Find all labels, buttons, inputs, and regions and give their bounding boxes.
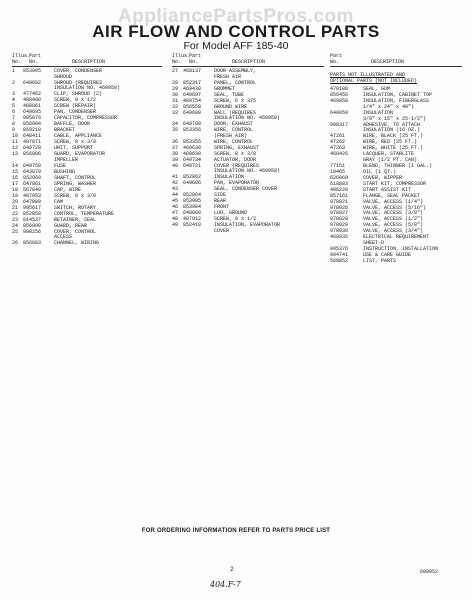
illus-number: 45 bbox=[172, 198, 179, 205]
part-number: 995376 bbox=[330, 246, 349, 252]
part-description: SCREW, 8 x 1/2 bbox=[214, 216, 257, 223]
illus-number: 2 bbox=[12, 79, 16, 86]
part-number: 626069 bbox=[330, 174, 349, 181]
parts-row bbox=[172, 128, 324, 139]
column-header bbox=[12, 54, 162, 67]
part-description: COVER, WIPPER bbox=[363, 174, 403, 181]
illus-number: 12 bbox=[12, 145, 19, 152]
parts-row bbox=[330, 111, 462, 122]
parts-column-1 bbox=[12, 54, 162, 247]
part-number: 567840 bbox=[23, 186, 42, 193]
part-number: 853985 bbox=[183, 198, 202, 205]
part-description: RETAINER, SEAL bbox=[54, 216, 97, 223]
illus-number: 44 bbox=[172, 192, 179, 199]
illus-number: 4 bbox=[12, 97, 16, 104]
parts-row bbox=[12, 81, 162, 92]
part-description: WALL (REQUIRES INSULATION NO. 469959) bbox=[214, 109, 281, 122]
handwritten-note: 404.F-7 bbox=[210, 580, 241, 589]
illus-number: 32 bbox=[172, 103, 179, 110]
part-number: 643879 bbox=[23, 168, 42, 175]
part-description: SEAL, GUM bbox=[363, 86, 391, 93]
parts-list bbox=[330, 87, 462, 265]
part-number: 77151 bbox=[330, 162, 346, 169]
illus-number: 10 bbox=[12, 133, 19, 140]
header-illus: Illus. bbox=[12, 53, 31, 59]
parts-row bbox=[330, 235, 462, 246]
header-part-no: No. bbox=[189, 58, 199, 65]
part-description: VALVE, ACCESS (3/4") bbox=[363, 228, 424, 235]
part-number: 649750 bbox=[23, 162, 42, 169]
part-number: 852317 bbox=[183, 79, 202, 86]
part-number: 460426 bbox=[330, 151, 349, 158]
part-description: GROMMET bbox=[214, 85, 236, 92]
illus-number: 7 bbox=[12, 115, 16, 122]
part-number: 978021 bbox=[330, 198, 349, 205]
part-number: 853095 bbox=[23, 68, 42, 75]
part-description: BAFFLE, DOOR bbox=[54, 121, 91, 128]
part-description: PAN, EVAPORATOR bbox=[214, 180, 260, 187]
part-description: SHAFT, CONTROL bbox=[54, 174, 97, 181]
part-number: 978030 bbox=[330, 228, 349, 235]
illus-number: 24 bbox=[12, 222, 19, 229]
part-number: 852858 bbox=[23, 210, 42, 217]
part-description: BRACKET bbox=[54, 127, 76, 134]
part-description: CAP, WIRE bbox=[54, 186, 82, 193]
illus-number: 42 bbox=[172, 180, 179, 187]
illus-number: 29 bbox=[172, 85, 179, 92]
part-number: 489754 bbox=[183, 97, 202, 104]
part-description: START KIT, COMPRESSOR bbox=[363, 180, 427, 187]
part-number: 649721 bbox=[183, 162, 202, 169]
part-number: 618883 bbox=[330, 180, 349, 187]
illus-number: 13 bbox=[12, 151, 19, 158]
part-number: 647861 bbox=[23, 180, 42, 187]
part-description: LIST, PARTS bbox=[363, 258, 397, 265]
illus-number: 15 bbox=[12, 168, 19, 175]
illus-number: 28 bbox=[172, 79, 179, 86]
part-description: ELECTRICAL REQUIREMENT SHEET-D bbox=[363, 234, 430, 247]
illus-number: 23 bbox=[12, 216, 19, 223]
part-description: WIRE, CONTROL bbox=[214, 138, 254, 145]
part-number: 995617 bbox=[23, 204, 42, 211]
illus-number: 36 bbox=[172, 138, 179, 145]
parts-row bbox=[330, 99, 462, 110]
part-description: INSULATION, FIBERGLASS 1/4" x 24" x 48") bbox=[363, 98, 430, 110]
part-description: DOOR, EXHAUST bbox=[214, 121, 254, 128]
part-description: VALVE, ACCESS (1/2") bbox=[363, 216, 424, 223]
part-description: COVER, CONTROL ACCESS bbox=[54, 228, 97, 241]
illus-number: 6 bbox=[12, 109, 16, 116]
part-description: PANEL, CONTROL bbox=[214, 79, 257, 86]
column-header bbox=[330, 54, 462, 67]
part-description: SPRING, WASHER bbox=[54, 180, 97, 187]
illus-number: 21 bbox=[12, 204, 19, 211]
illus-number: 25 bbox=[12, 228, 19, 235]
page-number: 2 bbox=[230, 566, 234, 573]
header-no: No. bbox=[172, 58, 182, 65]
part-number: 488480 bbox=[23, 97, 42, 104]
part-description: COVER, CONDENSER SHROUD bbox=[54, 68, 103, 80]
part-description: INSULATION bbox=[214, 174, 245, 181]
parts-row bbox=[330, 259, 462, 265]
part-number: 998256 bbox=[23, 228, 42, 235]
part-number: 995876 bbox=[23, 115, 42, 122]
illus-number: 41 bbox=[172, 174, 179, 181]
part-number: 998317 bbox=[330, 121, 349, 128]
part-number: 853356 bbox=[183, 127, 202, 134]
part-number: 569852 bbox=[330, 258, 349, 265]
part-description: SCREW, 8 x 3/8 bbox=[54, 139, 97, 146]
part-number: 814537 bbox=[23, 216, 42, 223]
illus-number: 34 bbox=[172, 121, 179, 128]
illus-number: 31 bbox=[172, 97, 179, 104]
header-description: DESCRIPTION bbox=[232, 58, 266, 65]
part-description: WIRE, CONTROL (FRESH AIR) bbox=[214, 127, 254, 139]
part-description: SHROUD (REQUIRES INSULATION NO. 469958) bbox=[54, 79, 121, 92]
part-description: WIRE, RED (25 FT.) bbox=[363, 139, 418, 146]
part-number: 856456 bbox=[330, 92, 349, 99]
part-number: 47263 bbox=[330, 145, 346, 152]
part-description: VALVE, ACCESS (3/8") bbox=[363, 210, 424, 217]
ordering-note: FOR ORDERING INFORMATION REFER TO PARTS PRICE LIST bbox=[141, 528, 331, 534]
part-description: GUARD, EVAPORATOR IMPELLER bbox=[54, 151, 106, 163]
part-number: 469958 bbox=[330, 98, 349, 105]
part-number: 856558 bbox=[183, 103, 202, 110]
part-number: 10465 bbox=[330, 168, 346, 175]
parts-row bbox=[172, 223, 324, 234]
part-number: 469639 bbox=[183, 144, 202, 151]
header-description: DESCRIPTION bbox=[371, 58, 405, 65]
header-part-no: No. bbox=[29, 58, 39, 65]
page-subtitle: For Model AFF 185-40 bbox=[183, 40, 289, 52]
part-description: BLEND, THINNER (1 GAL.) bbox=[363, 162, 433, 169]
illus-number: 48 bbox=[172, 216, 179, 223]
part-number: 647889 bbox=[23, 198, 42, 205]
part-description: USE & CARE GUIDE bbox=[363, 251, 412, 258]
part-description: WIRE, BLACK (25 FT.) bbox=[363, 133, 424, 140]
section-heading: PARTS NOT ILLUSTRATED AND bbox=[330, 72, 406, 79]
part-description: SIDE bbox=[214, 192, 227, 199]
parts-row bbox=[330, 253, 462, 259]
part-description: CABLE, APPLIANCE bbox=[54, 133, 103, 140]
part-number: 649728 bbox=[23, 145, 42, 152]
part-number: 857161 bbox=[330, 192, 349, 199]
part-number: 856906 bbox=[23, 151, 42, 158]
part-number: 469935 bbox=[330, 234, 349, 241]
part-number: 489630 bbox=[183, 150, 202, 157]
part-description: ADHESIVE, TO ATTACH INSULATION (16 OZ.) bbox=[363, 121, 421, 134]
parts-row bbox=[172, 164, 324, 175]
part-number: 994741 bbox=[330, 251, 349, 258]
part-number: 486220 bbox=[330, 186, 349, 193]
part-number: 477462 bbox=[23, 91, 42, 98]
part-number: 649697 bbox=[183, 91, 202, 98]
part-number: 978026 bbox=[330, 204, 349, 211]
part-description: SWITCH, ROTARY bbox=[54, 204, 97, 211]
illus-number: 30 bbox=[172, 91, 179, 98]
part-description: SCREW, 8 x 3/8 bbox=[214, 150, 257, 157]
part-description: VALVE, ACCESS (5/16") bbox=[363, 204, 427, 211]
part-number: 468137 bbox=[183, 68, 202, 75]
part-number: 470188 bbox=[330, 86, 349, 93]
illus-number: 3 bbox=[12, 91, 16, 98]
part-description: REAR bbox=[214, 198, 227, 205]
part-number: 978029 bbox=[330, 222, 349, 229]
part-number: 649700 bbox=[183, 121, 202, 128]
illus-number: 33 bbox=[172, 109, 179, 116]
part-number: 978027 bbox=[330, 210, 349, 217]
part-number: 487912 bbox=[183, 216, 202, 223]
part-number: 648411 bbox=[23, 133, 42, 140]
header-part-no: No. bbox=[330, 58, 340, 65]
part-description: CAM bbox=[54, 198, 64, 205]
part-description: CONTROL, TEMPERATURE bbox=[54, 210, 115, 217]
column-header bbox=[172, 54, 324, 67]
part-description: CAPACITOR, COMPRESSOR bbox=[54, 115, 118, 122]
parts-row bbox=[12, 241, 162, 247]
part-description: SCREW, 6 x 375 bbox=[214, 97, 257, 104]
part-number: 856904 bbox=[23, 121, 42, 128]
watermark: AppliancePartsPros.com bbox=[118, 6, 354, 27]
illus-number: 8 bbox=[12, 121, 16, 128]
part-description: BUSHING bbox=[54, 168, 76, 175]
part-description: DOOR ASSEMBLY, FRESH AIR bbox=[214, 68, 257, 80]
part-number: 649692 bbox=[23, 79, 42, 86]
parts-list bbox=[12, 69, 162, 247]
part-description: START ASSIST KIT bbox=[363, 186, 412, 193]
parts-row bbox=[330, 164, 462, 170]
part-description: FLANGE, SEAL PACKET bbox=[363, 192, 421, 199]
illus-number: 9 bbox=[12, 127, 16, 134]
parts-column-2 bbox=[172, 54, 324, 235]
part-number: 852410 bbox=[183, 222, 202, 229]
part-number: 469430 bbox=[183, 85, 202, 92]
part-description: PAN, CONDENSER bbox=[54, 109, 97, 116]
part-description: WIRE, WHITE (25 FT.) bbox=[363, 145, 424, 152]
part-number: 648068 bbox=[183, 210, 202, 217]
part-description: LUG, GROUND bbox=[214, 210, 248, 217]
illus-number: 47 bbox=[172, 210, 179, 217]
part-description: UNIT, SUPPORT bbox=[54, 145, 94, 152]
parts-column-3 bbox=[330, 54, 462, 265]
part-number: 487871 bbox=[23, 139, 42, 146]
part-description: CLIP, SHROUD (2) bbox=[54, 91, 103, 98]
part-description: VALVE, ACCESS (5/8") bbox=[363, 222, 424, 229]
part-number: 856603 bbox=[23, 240, 42, 247]
illus-number: 43 bbox=[172, 186, 179, 193]
part-number: 47261 bbox=[330, 133, 346, 140]
illus-number: 40 bbox=[172, 162, 179, 169]
part-description: LACQUER, STARLITE GRAY (1/2 PT. CAN) bbox=[363, 151, 418, 163]
part-number: 649686 bbox=[183, 180, 202, 187]
illus-number: 17 bbox=[12, 180, 19, 187]
part-description: COVER (REQUIRES INSULATION NO. 469958) bbox=[214, 162, 281, 175]
parts-row bbox=[12, 152, 162, 163]
part-description: ACTUATOR, DOOR bbox=[214, 156, 257, 163]
parts-row bbox=[330, 123, 462, 134]
illus-number: 22 bbox=[12, 210, 19, 217]
part-description: INSTRUCTION, INSTALLATION bbox=[363, 246, 439, 252]
part-description: CHANNEL, WIRING bbox=[54, 240, 100, 247]
illus-number: 14 bbox=[12, 162, 19, 169]
part-number: 649734 bbox=[183, 156, 202, 163]
illus-number: 26 bbox=[12, 240, 19, 247]
section-heading: OPTIONAL PARTS (NOT INCLUDED) bbox=[330, 77, 418, 84]
part-description: GROUND WIRE bbox=[214, 103, 248, 110]
illus-number: 20 bbox=[12, 198, 19, 205]
part-number: 487953 bbox=[23, 192, 42, 199]
part-number: 978028 bbox=[330, 216, 349, 223]
part-description: SPRING, EXHAUST bbox=[214, 144, 260, 151]
part-number: 47262 bbox=[330, 139, 346, 146]
illus-number: 16 bbox=[12, 174, 19, 181]
parts-row bbox=[12, 69, 162, 80]
part-number: 649959 bbox=[330, 109, 349, 116]
document-number: 608052 bbox=[420, 569, 439, 575]
part-description: SCREW (REPAIR) bbox=[54, 103, 97, 110]
part-number: 859210 bbox=[23, 127, 42, 134]
illus-number: 39 bbox=[172, 156, 179, 163]
part-description: INSULATION 3/8" x 15" x 25-1/2") bbox=[363, 109, 427, 122]
part-number: 852864 bbox=[183, 192, 202, 199]
parts-row bbox=[330, 152, 462, 163]
part-number: 853355 bbox=[183, 138, 202, 145]
part-description: SCREW, 8 x 1/2 bbox=[54, 97, 97, 104]
parts-row bbox=[12, 230, 162, 241]
illus-number: 5 bbox=[12, 103, 16, 110]
illus-number: 46 bbox=[172, 204, 179, 211]
illus-number: 49 bbox=[172, 222, 179, 229]
part-description: INSULATION, CABINET TOP bbox=[363, 92, 433, 99]
illus-number: 18 bbox=[12, 186, 19, 193]
part-description: FUSE bbox=[54, 162, 67, 169]
part-number: 852862 bbox=[183, 174, 202, 181]
illus-number: 38 bbox=[172, 150, 179, 157]
part-number: 649695 bbox=[23, 109, 42, 116]
illus-number: 1 bbox=[12, 68, 16, 75]
part-number: 488861 bbox=[23, 103, 42, 110]
part-number: 856900 bbox=[23, 222, 42, 229]
parts-row bbox=[172, 69, 324, 80]
illus-number: 37 bbox=[172, 144, 179, 151]
part-description: VALVE, ACCESS (1/4") bbox=[363, 198, 424, 205]
header-part: Part bbox=[29, 53, 42, 59]
part-description: INSULATION, EVAPORATOR COVER bbox=[214, 222, 281, 234]
page-title: AIR FLOW AND CONTROL PARTS bbox=[92, 22, 380, 41]
header-part: Part bbox=[330, 53, 343, 59]
part-number: 853984 bbox=[183, 204, 202, 211]
header-part: Part bbox=[189, 53, 202, 59]
part-number: 852069 bbox=[23, 174, 42, 181]
header-illus: Illus. bbox=[172, 53, 191, 59]
header-description: DESCRIPTION bbox=[72, 58, 106, 65]
parts-row bbox=[172, 111, 324, 122]
part-description: GUARD, REAR bbox=[54, 222, 88, 229]
part-description: SCREW, 8 x 3/8 bbox=[54, 192, 97, 199]
part-description: SEAL, TUBE bbox=[214, 91, 245, 98]
parts-list bbox=[172, 69, 324, 234]
illus-number: 27 bbox=[172, 68, 179, 75]
part-description: OIL (1 QT.) bbox=[363, 168, 397, 175]
illus-number: 11 bbox=[12, 139, 19, 146]
part-description: FRONT bbox=[214, 204, 230, 211]
illus-number: 19 bbox=[12, 192, 19, 199]
illus-number: 35 bbox=[172, 127, 179, 134]
part-description: SEAL, CONDENSER COVER bbox=[214, 186, 278, 193]
header-no: No. bbox=[12, 58, 22, 65]
part-number: 649699 bbox=[183, 109, 202, 116]
